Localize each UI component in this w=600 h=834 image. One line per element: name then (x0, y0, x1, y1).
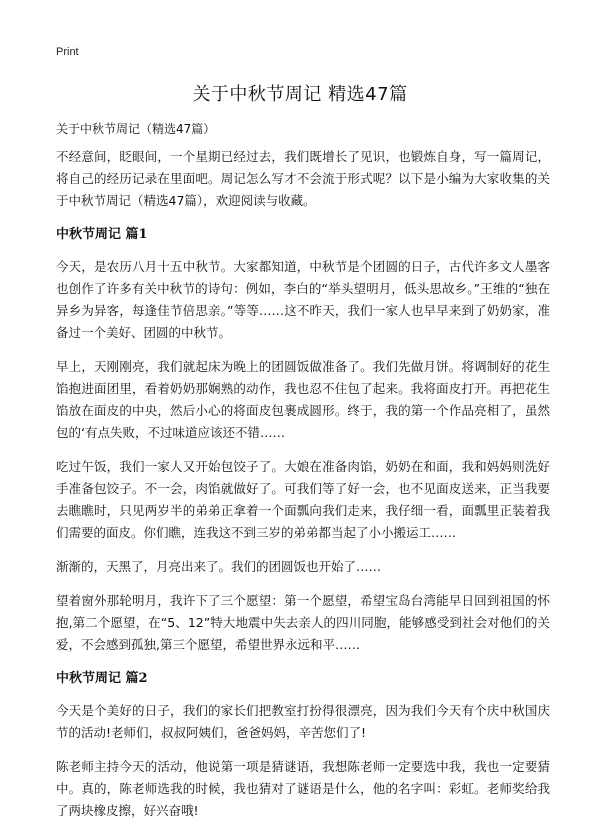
print-label[interactable]: Print (56, 46, 79, 58)
section-heading-1: 中秋节周记 篇1 (56, 227, 148, 242)
page-title: 关于中秋节周记 精选47篇 (192, 84, 408, 105)
intro-paragraph: 不经意间，眨眼间，一个星期已经过去，我们既增长了见识，也锻炼自身，写一篇周记，将自己的经历记录在里面吧。周记怎么写才不会流于形式呢？以下是小编为大家收集的关于中秋节周记（精选47篇），欢迎阅读与收藏。 (56, 149, 550, 208)
paragraph: 吃过午饭，我们一家人又开始包饺子了。大娘在准备肉馅，奶奶在和面，我和妈妈则洗好手准备包饺子。不一会，肉馅就做好了。可我们等了好一会，也不见面皮送来，正当我要去瞧瞧时，只见两岁半的弟弟正拿着一个面瓢向我们走来，我仔细一看，面瓢里正装着我们需要的面皮。你们瞧，连我这不到三岁的弟弟都当起了小小搬运工…… (56, 459, 550, 540)
paragraph: 渐渐的，天黑了，月亮出来了。我们的团圆饭也开始了…… (56, 559, 382, 574)
paragraph: 早上，天刚刚亮，我们就起床为晚上的团圆饭做准备了。我们先做月饼。将调制好的花生馅抱进面团里，看着奶奶那娴熟的动作，我也忍不住包了起来。我将面皮打开。再把花生馅放在面皮的中央，然后小心的将面皮包裹成圆形。终于，我的第一个作品亮相了，虽然包的‘有点失败，不过味道应该还不错…… (56, 359, 550, 440)
paragraph: 今天是个美好的日子，我们的家长们把教室打扮得很漂亮，因为我们今天有个庆中秋国庆节的活动!老师们，叔叔阿姨们，爸爸妈妈，辛苦您们了! (56, 703, 550, 740)
section-heading-2: 中秋节周记 篇2 (56, 671, 148, 686)
article-body (56, 146, 550, 834)
paragraph: 望着窗外那轮明月，我许下了三个愿望：第一个愿望，希望宝岛台湾能早日回到祖国的怀抱,第二个愿望，在“5、12”特大地震中失去亲人的四川同胞，能够感受到社会对他们的关爱，不会感到孤独,第三个愿望，希望世界永远和平…… (56, 593, 550, 652)
paragraph: 今天，是农历八月十五中秋节。大家都知道，中秋节是个团圆的日子，古代许多文人墨客也创作了许多有关中秋节的诗句：例如，李白的“举头望明月，低头思故乡。”王维的“独在异乡为异客，每逢佳节倍思亲。”等等……这不昨天，我们一家人也早早来到了奶奶家，准备过一个美好、团圆的中秋节。 (56, 259, 550, 340)
subtitle: 关于中秋节周记（精选47篇） (56, 122, 216, 136)
paragraph: 陈老师主持今天的活动，他说第一项是猜谜语，我想陈老师一定要选中我，我也一定要猜中。真的，陈老师选我的时候，我也猜对了谜语是什么，他的名字叫：彩虹。老师奖给我了两块橡皮擦，好兴奋哦! (56, 759, 550, 818)
